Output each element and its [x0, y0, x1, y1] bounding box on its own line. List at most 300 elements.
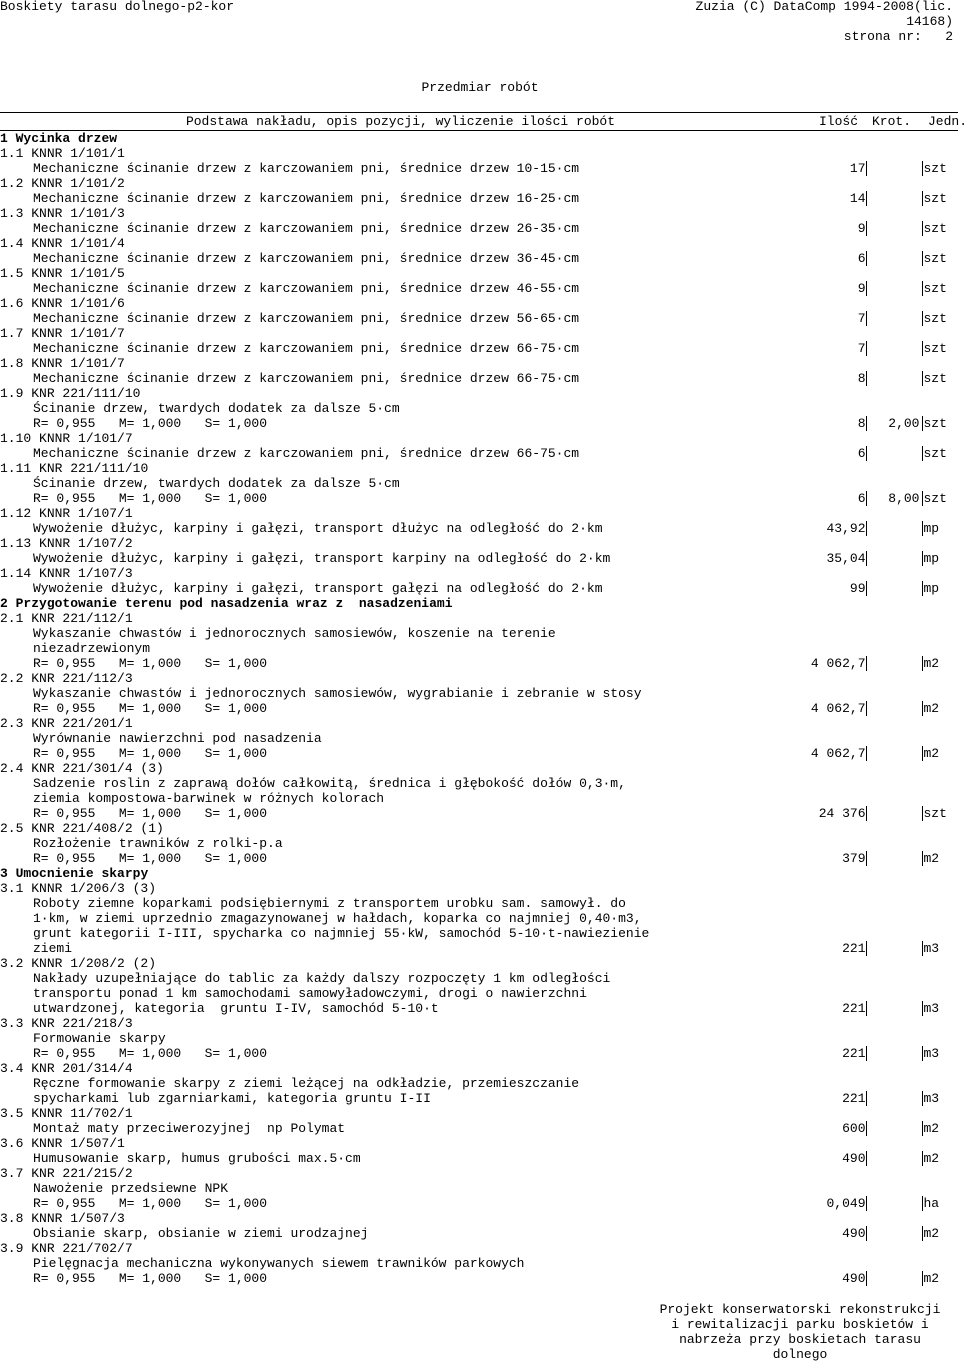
unit-cell: [866, 566, 958, 581]
unit-cell: [866, 611, 958, 626]
footer-line: nabrzeża przy boskietach tarasu: [679, 1332, 921, 1347]
header-krot: Krot.: [872, 114, 912, 129]
position-number: 3.5: [0, 1106, 24, 1121]
krot-unit-cell: [866, 731, 958, 746]
position-code: [0, 236, 768, 251]
position-basis: KNNR 1/101/7: [31, 326, 125, 341]
unit-value: szt: [923, 221, 947, 236]
quantity-value: 600: [842, 1121, 866, 1136]
quantity-cell: [768, 596, 866, 611]
position-code-row: [0, 386, 958, 401]
quantity-value: [768, 686, 866, 701]
indent-cell: [0, 581, 33, 596]
section-number: 2: [0, 596, 8, 611]
unit-value: szt: [923, 371, 947, 386]
position-code: [0, 206, 768, 221]
position-line-row: [0, 1046, 958, 1061]
krot-unit-cell: [866, 746, 958, 761]
quantity-value: [768, 1181, 866, 1196]
indent-cell: [0, 521, 33, 536]
quantity-cell: [768, 1061, 866, 1076]
quantity-cell: [768, 761, 866, 776]
quantity-cell: [768, 506, 866, 521]
section-row: [0, 596, 958, 611]
position-code: [0, 1241, 768, 1256]
krot-unit-cell: [866, 656, 958, 671]
position-line-row: [0, 911, 958, 926]
position-code-row: [0, 1136, 958, 1151]
krot-unit-cell: [866, 851, 958, 866]
quantity-value: [768, 776, 866, 791]
indent-cell: [0, 1046, 33, 1061]
position-code: [0, 1016, 768, 1031]
krot-unit-cell: [866, 686, 958, 701]
position-description: Mechaniczne ścinanie drzew z karczowaniem pni, średnice drzew 66-75·cm: [33, 341, 580, 356]
indent-cell: [0, 1226, 33, 1241]
position-basis: KNNR 1/107/3: [39, 566, 133, 581]
position-basis: KNR 221/201/1: [31, 716, 133, 731]
krot-unit-cell: [866, 221, 958, 236]
position-number: 1.1: [0, 146, 24, 161]
position-description: Mechaniczne ścinanie drzew z karczowaniem pni, średnice drzew 46-55·cm: [33, 281, 580, 296]
header-unit: Jedn.: [928, 114, 967, 129]
position-basis: KNNR 1/101/2: [31, 176, 125, 191]
krot-unit-cell: [866, 1181, 958, 1196]
indent-cell: [0, 281, 33, 296]
unit-value: m3: [923, 1001, 940, 1016]
position-basis: KNR 221/112/1: [31, 611, 133, 626]
position-code-row: [0, 536, 958, 551]
position-code: [0, 356, 768, 371]
position-line-row: [0, 1196, 958, 1211]
unit-cell: [866, 356, 958, 371]
krot-unit-cell: [866, 941, 958, 956]
unit-value: szt: [923, 281, 947, 296]
position-line-row: [0, 341, 958, 356]
position-line-row: [0, 581, 958, 596]
position-code-row: [0, 761, 958, 776]
position-basis: KNR 221/112/3: [31, 671, 133, 686]
position-number: 1.4: [0, 236, 24, 251]
position-number: 1.3: [0, 206, 24, 221]
position-code: [0, 716, 768, 731]
unit-cell: [866, 716, 958, 731]
position-description: Mechaniczne ścinanie drzew z karczowaniem pni, średnice drzew 66-75·cm: [33, 371, 580, 386]
position-code-row: [0, 566, 958, 581]
quantity-cell: [768, 866, 866, 881]
krot-unit-cell: [866, 341, 958, 356]
quantity-value: 0,049: [826, 1196, 866, 1211]
quantity-cell: [768, 1211, 866, 1226]
position-basis: KNR 221/408/2 (1): [31, 821, 164, 836]
section-title: [0, 596, 768, 611]
krot-unit-cell: [866, 416, 958, 431]
position-code: [0, 1166, 768, 1181]
quantity-value: 4 062,7: [810, 701, 866, 716]
position-description: Mechaniczne ścinanie drzew z karczowaniem pni, średnice drzew 10-15·cm: [33, 161, 580, 176]
position-number: 1.5: [0, 266, 24, 281]
krot-unit-cell: [866, 1091, 958, 1106]
unit-value: mp: [923, 581, 940, 596]
indent-cell: [0, 746, 33, 761]
position-line-row: [0, 1001, 958, 1016]
position-code: [0, 611, 768, 626]
position-code-row: [0, 431, 958, 446]
indent-cell: [0, 731, 33, 746]
position-description: Mechaniczne ścinanie drzew z karczowaniem pni, średnice drzew 26-35·cm: [33, 221, 580, 236]
position-code: [0, 176, 768, 191]
unit-value: mp: [923, 521, 940, 536]
position-code-row: [0, 821, 958, 836]
position-description: 1·km, w ziemi uprzednio zmagazynowanej w hałdach, koparka co najmniej 0,40·m3,: [33, 911, 642, 926]
unit-cell: [866, 1166, 958, 1181]
position-number: 1.10: [0, 431, 32, 446]
position-description: Wykaszanie chwastów i jednorocznych samosiewów, koszenie na terenie: [33, 626, 556, 641]
position-description: grunt kategorii I-III, spycharka co najmniej 55·kW, samochód 5-10·t-nawiezienie: [33, 926, 650, 941]
position-code: [0, 956, 768, 971]
unit-cell: [866, 131, 958, 147]
position-code-row: [0, 266, 958, 281]
position-basis: KNNR 1/107/2: [39, 536, 133, 551]
position-number: 1.8: [0, 356, 24, 371]
krot-value: 2,00: [867, 416, 923, 431]
position-description: Pielęgnacja mechaniczna wykonywanych siewem trawników parkowych: [33, 1256, 525, 1271]
quantity-value: 7: [857, 341, 866, 356]
unit-value: mp: [923, 551, 940, 566]
position-basis: KNR 201/314/4: [31, 1061, 133, 1076]
position-line-row: [0, 371, 958, 386]
unit-cell: [866, 821, 958, 836]
position-basis: KNNR 1/101/5: [31, 266, 125, 281]
position-description: R= 0,955 M= 1,000 S= 1,000: [33, 1271, 268, 1286]
krot-unit-cell: [866, 1196, 958, 1211]
position-line-row: [0, 986, 958, 1001]
position-basis: KNNR 1/101/3: [31, 206, 125, 221]
quantity-value: 4 062,7: [810, 746, 866, 761]
unit-cell: [866, 386, 958, 401]
section-number: 1: [0, 131, 8, 146]
krot-value: [867, 656, 923, 671]
page-number: strona nr: 2: [843, 29, 953, 44]
position-code: [0, 386, 768, 401]
unit-cell: [866, 296, 958, 311]
position-basis: KNR 221/111/10: [31, 386, 141, 401]
position-code-row: [0, 671, 958, 686]
unit-value: m3: [923, 941, 940, 956]
position-code-row: [0, 326, 958, 341]
indent-cell: [0, 851, 33, 866]
position-line-row: [0, 251, 958, 266]
indent-cell: [0, 1196, 33, 1211]
position-line-row: [0, 851, 958, 866]
table-header-row: [0, 113, 958, 131]
quantity-cell: [768, 431, 866, 446]
krot-value: [867, 746, 923, 761]
position-line-row: [0, 416, 958, 431]
indent-cell: [0, 371, 33, 386]
quantity-cell: [768, 956, 866, 971]
krot-value: [867, 161, 923, 176]
unit-cell: [866, 1106, 958, 1121]
position-line-row: [0, 1151, 958, 1166]
krot-value: [867, 446, 923, 461]
position-line-row: [0, 776, 958, 791]
position-code-row: [0, 611, 958, 626]
position-code-row: [0, 1211, 958, 1226]
position-number: 2.3: [0, 716, 24, 731]
quantity-value: 490: [842, 1226, 866, 1241]
unit-cell: [866, 146, 958, 161]
position-line-row: [0, 1271, 958, 1286]
indent-cell: [0, 1001, 33, 1016]
position-description: Humusowanie skarp, humus grubości max.5·cm: [33, 1151, 361, 1166]
unit-cell: [866, 536, 958, 551]
position-code: [0, 431, 768, 446]
quantity-cell: [768, 296, 866, 311]
position-description: R= 0,955 M= 1,000 S= 1,000: [33, 1196, 268, 1211]
section-number: 3: [0, 866, 8, 881]
position-description: Mechaniczne ścinanie drzew z karczowaniem pni, średnice drzew 36-45·cm: [33, 251, 580, 266]
krot-unit-cell: [866, 551, 958, 566]
unit-cell: [866, 866, 958, 881]
krot-value: [867, 941, 923, 956]
quantity-value: [768, 476, 866, 491]
quantity-cell: [768, 236, 866, 251]
quantity-cell: [768, 536, 866, 551]
unit-cell: [866, 506, 958, 521]
position-basis: KNNR 1/208/2 (2): [31, 956, 157, 971]
indent-cell: [0, 1271, 33, 1286]
position-number: 2.1: [0, 611, 24, 626]
indent-cell: [0, 806, 33, 821]
position-number: 3.9: [0, 1241, 24, 1256]
position-basis: KNR 221/702/7: [31, 1241, 133, 1256]
indent-cell: [0, 911, 33, 926]
position-number: 3.6: [0, 1136, 24, 1151]
position-number: 1.2: [0, 176, 24, 191]
indent-cell: [0, 191, 33, 206]
position-basis: KNNR 1/206/3 (3): [31, 881, 157, 896]
krot-unit-cell: [866, 971, 958, 986]
section-name: Przygotowanie terenu pod nasadzenia wraz z nasadzeniami: [15, 596, 453, 611]
position-line-row: [0, 551, 958, 566]
position-line-row: [0, 161, 958, 176]
indent-cell: [0, 641, 33, 656]
krot-unit-cell: [866, 476, 958, 491]
quantity-cell: [768, 671, 866, 686]
indent-cell: [0, 701, 33, 716]
position-code: [0, 1061, 768, 1076]
krot-unit-cell: [866, 701, 958, 716]
position-line-row: [0, 926, 958, 941]
krot-value: [867, 806, 923, 821]
quantity-cell: [768, 461, 866, 476]
position-description: Rozłożenie trawników z rolki-p.a: [33, 836, 283, 851]
position-description: R= 0,955 M= 1,000 S= 1,000: [33, 851, 268, 866]
position-description: Roboty ziemne koparkami podsiębiernymi z transportem urobku sam. samowył. do: [33, 896, 626, 911]
position-line-row: [0, 281, 958, 296]
software-line-2: 14168): [906, 14, 953, 29]
position-basis: KNNR 1/507/1: [31, 1136, 125, 1151]
unit-cell: [866, 176, 958, 191]
indent-cell: [0, 311, 33, 326]
position-description: R= 0,955 M= 1,000 S= 1,000: [33, 491, 268, 506]
unit-cell: [866, 431, 958, 446]
position-code: [0, 506, 768, 521]
quantity-value: [768, 986, 866, 1001]
indent-cell: [0, 1121, 33, 1136]
krot-unit-cell: [866, 926, 958, 941]
position-description: utwardzonej, kategoria gruntu I-IV, samochód 5-10·t: [33, 1001, 439, 1016]
krot-value: [867, 251, 923, 266]
krot-value: [867, 1196, 923, 1211]
position-code: [0, 821, 768, 836]
position-description: Montaż maty przeciwerozyjnej np Polymat: [33, 1121, 346, 1136]
indent-cell: [0, 926, 33, 941]
page-title: Przedmiar robót: [421, 80, 539, 95]
section-name: Umocnienie skarpy: [15, 866, 149, 881]
krot-unit-cell: [866, 371, 958, 386]
quantity-value: 4 062,7: [810, 656, 866, 671]
indent-cell: [0, 401, 33, 416]
position-basis: KNR 221/301/4 (3): [31, 761, 164, 776]
position-line-row: [0, 521, 958, 536]
indent-cell: [0, 1181, 33, 1196]
krot-unit-cell: [866, 281, 958, 296]
krot-value: [867, 1226, 923, 1241]
krot-value: [867, 341, 923, 356]
position-code-row: [0, 506, 958, 521]
unit-value: m3: [923, 1091, 940, 1106]
position-number: 3.7: [0, 1166, 24, 1181]
position-code-row: [0, 1061, 958, 1076]
software-info: [696, 0, 953, 44]
quantity-cell: [768, 1016, 866, 1031]
position-description: spycharkami lub zgarniarkami, kategoria gruntu I-II: [33, 1091, 431, 1106]
position-code: [0, 761, 768, 776]
quantity-value: 221: [842, 1091, 866, 1106]
unit-value: m2: [923, 746, 940, 761]
krot-value: [867, 1271, 923, 1286]
position-description: Sadzenie roslin z zaprawą dołów całkowitą, średnica i głębokość dołów 0,3·m,: [33, 776, 626, 791]
position-code-row: [0, 146, 958, 161]
unit-cell: [866, 761, 958, 776]
position-line-row: [0, 1031, 958, 1046]
krot-unit-cell: [866, 1256, 958, 1271]
krot-unit-cell: [866, 641, 958, 656]
krot-unit-cell: [866, 491, 958, 506]
quantity-cell: [768, 1166, 866, 1181]
unit-cell: [866, 881, 958, 896]
quantity-cell: [768, 566, 866, 581]
position-description: R= 0,955 M= 1,000 S= 1,000: [33, 656, 268, 671]
krot-unit-cell: [866, 521, 958, 536]
position-code-row: [0, 176, 958, 191]
position-description: transportu ponad 1 km samochodami samowyładowczymi, drogi o nawierzchni: [33, 986, 587, 1001]
quantity-value: [768, 791, 866, 806]
krot-unit-cell: [866, 896, 958, 911]
indent-cell: [0, 941, 33, 956]
indent-cell: [0, 416, 33, 431]
indent-cell: [0, 776, 33, 791]
position-code-row: [0, 881, 958, 896]
position-code-row: [0, 356, 958, 371]
position-line-row: [0, 836, 958, 851]
quantity-cell: [768, 1136, 866, 1151]
indent-cell: [0, 476, 33, 491]
position-code: [0, 326, 768, 341]
quantity-value: 379: [842, 851, 866, 866]
indent-cell: [0, 896, 33, 911]
krot-value: [867, 1151, 923, 1166]
position-description: R= 0,955 M= 1,000 S= 1,000: [33, 1046, 268, 1061]
position-code-row: [0, 1106, 958, 1121]
krot-value: [867, 281, 923, 296]
position-line-row: [0, 1076, 958, 1091]
quantity-value: [768, 926, 866, 941]
krot-unit-cell: [866, 581, 958, 596]
position-code-row: [0, 236, 958, 251]
quantity-value: [768, 971, 866, 986]
position-description: Ścinanie drzew, twardych dodatek za dalsze 5·cm: [33, 476, 400, 491]
position-code: [0, 1211, 768, 1226]
quantity-value: [768, 401, 866, 416]
cost-estimate-table: [0, 112, 967, 1286]
position-description: R= 0,955 M= 1,000 S= 1,000: [33, 416, 268, 431]
position-line-row: [0, 791, 958, 806]
krot-value: [867, 191, 923, 206]
position-line-row: [0, 221, 958, 236]
quantity-value: 17: [849, 161, 866, 176]
krot-value: [867, 221, 923, 236]
position-basis: KNNR 11/702/1: [31, 1106, 133, 1121]
quantity-value: 24 376: [818, 806, 866, 821]
position-description: Nawożenie przedsiewne NPK: [33, 1181, 229, 1196]
indent-cell: [0, 161, 33, 176]
unit-value: szt: [923, 491, 947, 506]
position-description: Nakłady uzupełniające do tablic za każdy dalszy rozpoczęty 1 km odległości: [33, 971, 611, 986]
krot-unit-cell: [866, 986, 958, 1001]
indent-cell: [0, 446, 33, 461]
position-line-row: [0, 896, 958, 911]
indent-cell: [0, 986, 33, 1001]
quantity-value: [768, 1031, 866, 1046]
position-code: [0, 146, 768, 161]
unit-value: szt: [923, 251, 947, 266]
position-line-row: [0, 941, 958, 956]
position-code-row: [0, 956, 958, 971]
quantity-value: 490: [842, 1271, 866, 1286]
quantity-value: 6: [857, 446, 866, 461]
position-description: Ręczne formowanie skarpy z ziemi leżącej na odkładzie, przemieszczanie: [33, 1076, 580, 1091]
position-line-row: [0, 971, 958, 986]
quantity-value: [768, 911, 866, 926]
project-footer: [645, 1302, 955, 1362]
position-description: Ścinanie drzew, twardych dodatek za dalsze 5·cm: [33, 401, 400, 416]
header-quantity: Ilość: [768, 113, 866, 131]
quantity-value: [768, 836, 866, 851]
footer-line: Projekt konserwatorski rekonstrukcji: [659, 1302, 941, 1317]
krot-unit-cell: [866, 311, 958, 326]
unit-value: szt: [923, 806, 947, 821]
quantity-value: 6: [857, 251, 866, 266]
quantity-value: 43,92: [826, 521, 866, 536]
position-description: R= 0,955 M= 1,000 S= 1,000: [33, 806, 268, 821]
unit-value: m2: [923, 1226, 940, 1241]
krot-value: [867, 1001, 923, 1016]
position-code: [0, 566, 768, 581]
indent-cell: [0, 1151, 33, 1166]
